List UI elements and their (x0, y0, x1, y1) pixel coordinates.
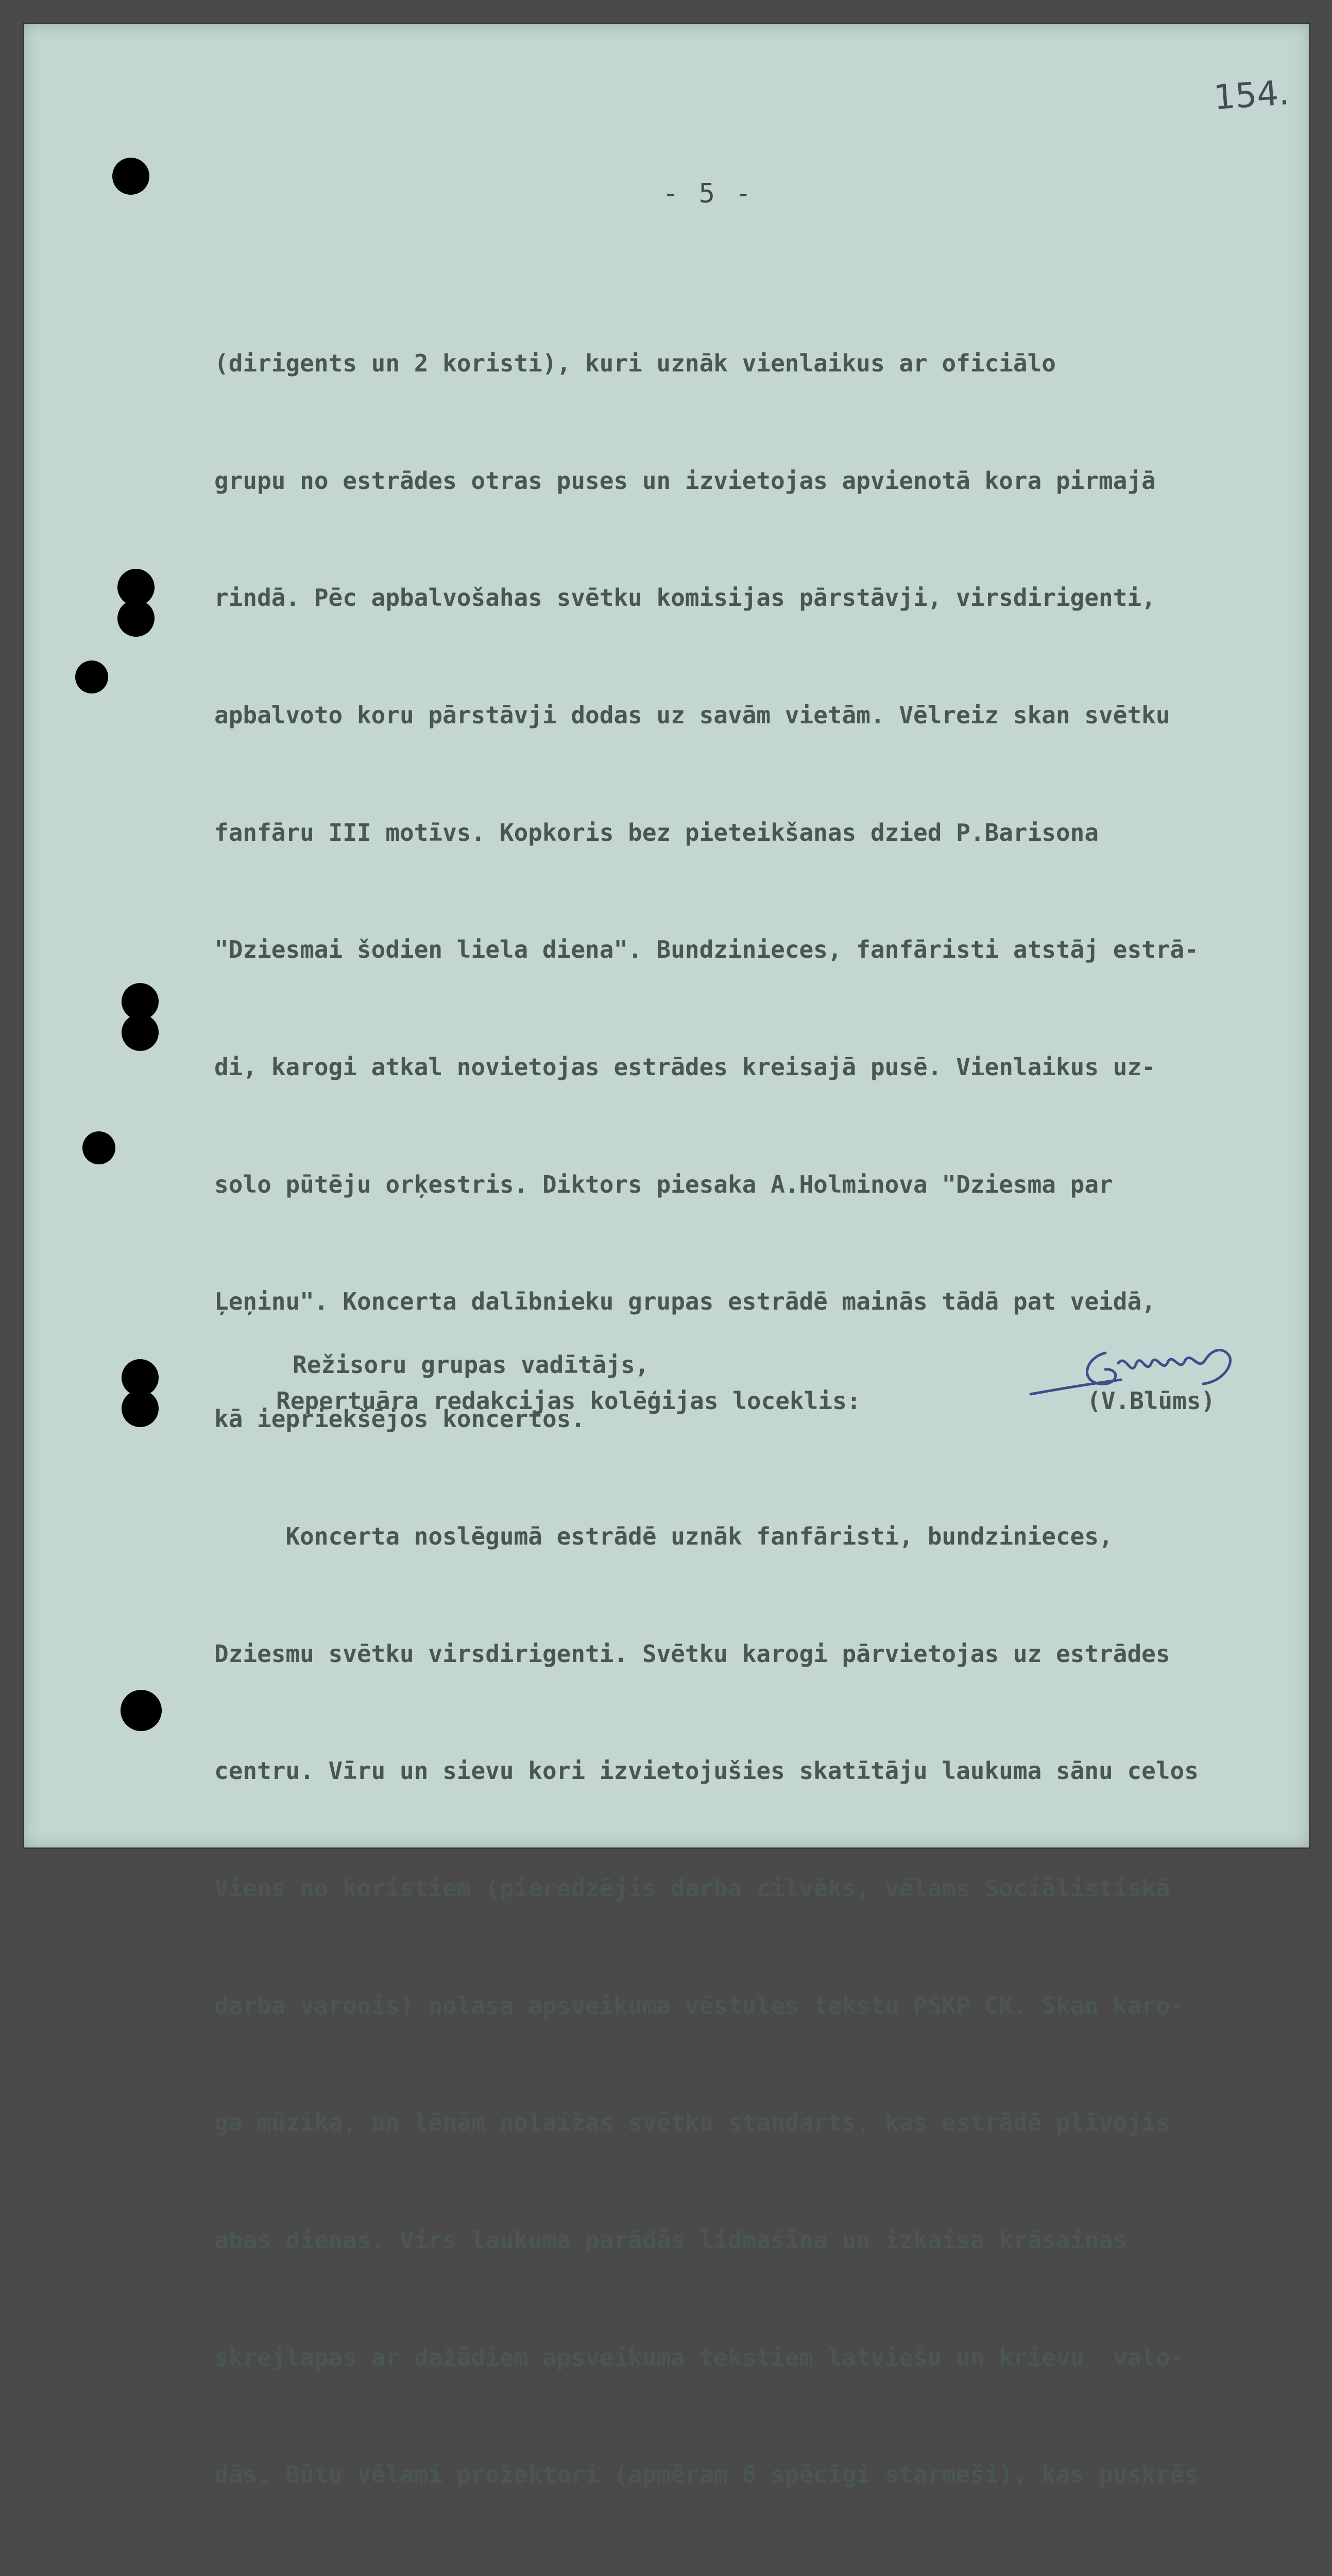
text-line: (dirigents un 2 koristi), kuri uznāk vienlaikus ar oficiālo (214, 349, 1056, 377)
punch-hole (121, 1690, 162, 1731)
punch-hole (75, 660, 108, 693)
signer-name: (V.Blūms) (1087, 1387, 1216, 1415)
text-line: skrejlapas ar dažādiem apsveikuma tekstiem latviešu un krievu valo- (214, 2343, 1185, 2371)
punch-hole (117, 600, 155, 637)
text-line: "Dziesmai šodien liela diena". Bundzinieces, fanfāristi atstāj estrā- (214, 936, 1199, 964)
text-line: dās. Būtu vēlami prožektori (apmēram 6 spēcīgi starmeši), kas puskrēs (214, 2461, 1199, 2489)
text-line: fanfāru III motīvs. Kopkoris bez pieteikšanas dzied P.Barisona (214, 818, 1099, 846)
text-line: Dziesmu svētku virsdirigenti. Svētku karogi pārvietojas uz estrādes (214, 1639, 1170, 1668)
page-number: - 5 - (662, 178, 754, 209)
document-page (23, 23, 1310, 2489)
punch-hole (82, 1131, 115, 1164)
punch-hole (122, 1390, 159, 1427)
text-line: darba varonis) nolasa apsveikuma vēstules tekstu PSKP CK. Skan karo- (214, 1991, 1185, 2020)
signer-position: Repertuāra redakcijas kolēģijas loceklis: (276, 1387, 861, 1415)
punch-hole (112, 158, 149, 195)
body-text (214, 266, 1322, 2576)
text-line: centru. Vīru un sievu kori izvietojušies skatītāju laukuma sānu celos (214, 1757, 1199, 1785)
signer-title: Režisoru grupas vadītājs, (293, 1351, 650, 1379)
text-line: Ļeņinu". Koncerta dalībnieku grupas estrādē mainās tādā pat veidā, (214, 1287, 1156, 1316)
punch-hole (122, 1014, 159, 1051)
text-line: apbalvoto koru pārstāvji dodas uz savām vietām. Vēlreiz skan svētku (214, 701, 1170, 729)
text-line: di, karogi atkal novietojas estrādes kreisajā pusē. Vienlaikus uz- (214, 1053, 1156, 1081)
text-line (214, 2573, 1322, 2576)
text-line: rindā. Pēc apbalvošahas svētku komisijas pārstāvji, virsdirigenti, (214, 584, 1156, 612)
text-line: grupu no estrādes otras puses un izvietojas apvienotā kora pirmajā (214, 466, 1156, 495)
text-line: abas dienas. Virs laukuma parādās lidmašīna un izkaisa krāsainas (214, 2226, 1128, 2255)
text-line: Koncerta noslēgumā estrādē uznāk fanfāristi, bundzinieces, (214, 1522, 1113, 1550)
archive-folio-number: 154. (1212, 72, 1291, 118)
text-line: kā iepriekšējos koncertos. (214, 1405, 586, 1433)
text-line: Viens no koristiem (pieredzējis darba cilvēks, vēlams Sociālistiskā (214, 1874, 1170, 1902)
text-line: solo pūtēju orķestris. Diktors piesaka A.Holminova "Dziesma par (214, 1170, 1113, 1198)
handwritten-signature (1028, 1332, 1260, 1415)
text-line: ga mūzika, un lēnām nolaižas svētku standarts, kas estrādē plīvojis (214, 2109, 1170, 2137)
